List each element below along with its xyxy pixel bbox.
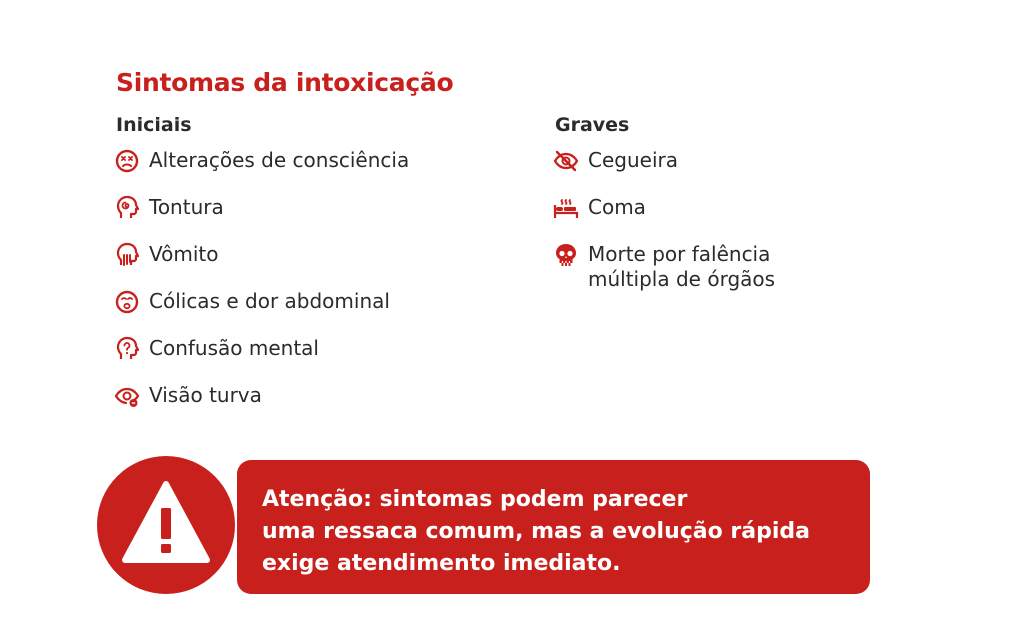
symptom-label: Confusão mental: [149, 336, 319, 360]
dizzy-face-icon: [114, 148, 140, 174]
symptom-label: Alterações de consciência: [149, 148, 410, 172]
symptom-label: Vômito: [149, 242, 219, 266]
initial-symptoms-column: [114, 112, 409, 430]
symptom-label: [588, 242, 775, 292]
symptom-label-line-1: Morte por falência: [588, 242, 771, 266]
list-item: [114, 148, 409, 174]
list-item: [553, 195, 775, 221]
severe-symptoms-heading: Graves: [555, 114, 630, 136]
symptom-label: Visão turva: [149, 383, 262, 407]
symptom-label: Cólicas e dor abdominal: [149, 289, 390, 313]
eye-slash-icon: [553, 148, 579, 174]
warning-line-3: exige atendimento imediato.: [262, 551, 621, 576]
list-item: [114, 289, 409, 315]
list-item: [553, 148, 775, 174]
list-item: [553, 242, 775, 292]
symptom-label: Tontura: [149, 195, 224, 219]
warning-triangle-icon: [119, 478, 213, 568]
pained-face-icon: [114, 289, 140, 315]
warning-line-2: uma ressaca comum, mas a evolução rápida: [262, 519, 810, 544]
vomit-head-icon: [114, 242, 140, 268]
initial-symptoms-heading: Iniciais: [116, 114, 192, 136]
warning-badge: [97, 456, 235, 594]
symptom-label: Cegueira: [588, 148, 678, 172]
question-head-icon: [114, 336, 140, 362]
spiral-head-icon: [114, 195, 140, 221]
warning-line-1: Atenção: sintomas podem parecer: [262, 487, 688, 512]
list-item: [114, 195, 409, 221]
severe-symptoms-column: [553, 112, 775, 313]
section-title: Sintomas da intoxicação: [116, 68, 454, 97]
list-item: [114, 242, 409, 268]
list-item: [114, 383, 409, 409]
hospital-bed-icon: [553, 195, 579, 221]
warning-message-box: [237, 460, 870, 594]
symptom-label: Coma: [588, 195, 646, 219]
blurred-eye-icon: [114, 383, 140, 409]
list-item: [114, 336, 409, 362]
skull-icon: [553, 242, 579, 268]
symptom-label-line-2: múltipla de órgãos: [588, 267, 776, 291]
